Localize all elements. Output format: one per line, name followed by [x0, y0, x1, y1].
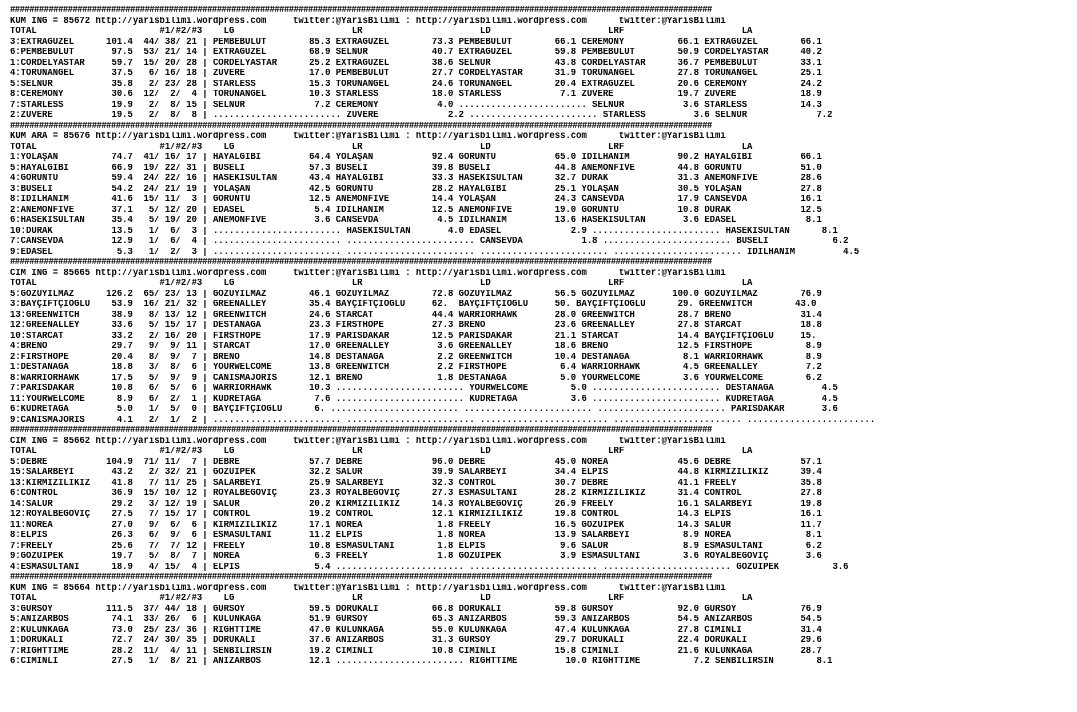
column-header-line: TOTAL #1/#2/#3 LG LR LD LRF LA — [10, 447, 753, 457]
report-line: 9:EDASEL 5.3 1/ 2/ 3 | ........................ ........................ ........................ ........................ İDİLHANIM 4.5 — [10, 247, 860, 258]
report-line: 4:BRENO 29.7 9/ 9/ 11 | STARCAT 17.0 GREENALLEY 3.6 GREENALLEY 18.6 BRENO 12.5 FIRSTHOPE 8.9 — [10, 342, 822, 352]
report-line: 1:DESTANAGA 18.8 3/ 8/ 6 | YOURWELCOME 13.8 GREENWITCH 2.2 FIRSTHOPE 6.4 WARRIORHAWK 4.5 GREENALLEY 7.2 — [10, 363, 822, 373]
report-line: 7:CANSEVDA 12.9 1/ 6/ 4 | ........................ ........................ CANSEVDA 1.8 ........................ BUSELİ 6.2 — [10, 237, 849, 247]
report-line: 7:PARISDAKAR 10.8 6/ 5/ 6 | WARRIORHAWK 10.3 ........................ YOURWELCOME 5.0 ........................ DESTANAGA 4.5 — [10, 384, 838, 394]
report-line: 10:DURAK 13.5 1/ 6/ 3 | ........................ HASEKİSULTAN 4.0 EDASEL 2.9 ........................ HASEKİSULTAN 8.1 — [10, 226, 838, 237]
report-line: 5:DEBRE 104.9 71/ 11/ 7 | DEBRE 57.7 DEBRE 96.0 DEBRE 45.0 NOREA 45.6 DEBRE 57.1 — [10, 457, 822, 468]
report-line: KUM ING = 85672 http://yarisbilimi.wordpress.com twitter:@YarisBilimi : http://yarisbilimi.wordpress.com twitter:@YarisBilimi — [10, 16, 726, 27]
report-line: 6:PEMBEBULUT 97.5 53/ 21/ 14 | EXTRAGÜZEL 68.9 SELNUR 40.7 EXTRAGÜZEL 59.8 PEMBEBULUT 50.9 CORDELYASTAR 40.2 — [10, 48, 822, 58]
report-line: 1:DORUKALİ 72.7 24/ 30/ 35 | DORUKALİ 37.6 ANIZARBOS 31.3 GÜRSOY 29.7 DORUKALİ 22.4 DORUKALİ 29.6 — [10, 636, 822, 646]
column-header-line: TOTAL #1/#2/#3 LG LR LD LRF LA — [10, 594, 753, 604]
report-line: 5:ANIZARBOS 74.1 33/ 26/ 6 | KÜLÜNKAĞA 51.9 GÜRSOY 65.3 ANIZARBOS 59.3 ANIZARBOS 54.5 ANIZARBOS 54.5 — [10, 615, 822, 625]
report-line: 4:GÖRÜNTÜ 59.4 24/ 22/ 16 | HASEKİSULTAN 43.4 HAYALGİBİ 33.3 HASEKİSULTAN 32.7 DURAK 31.3 ANEMONFIVE 28.6 — [10, 174, 822, 184]
report-line: 5:SELNUR 35.8 2/ 23/ 28 | STARLESS 15.3 TORUNANGEL 24.6 TORUNANGEL 20.4 EXTRAGÜZEL 20.6 CEREMONY 24.2 — [10, 79, 822, 90]
separator-line: ################################################################################################################################################## — [10, 6, 712, 16]
report-line: 2:ANEMONFIVE 37.1 5/ 12/ 20 | EDASEL 5.4 İDİLHANIM 12.5 ANEMONFIVE 19.0 GÖRÜNTÜ 10.8 DURAK 12.5 — [10, 205, 822, 216]
report-line: 12:ROYALBEGOVİÇ 27.5 7/ 15/ 17 | CONTROL 19.2 CONTROL 12.1 KIRMIZILIKIZ 19.8 CONTROL 14.3 ELPIS 16.1 — [10, 510, 822, 520]
column-header-line: TOTAL #1/#2/#3 LG LR LD LRF LA — [10, 142, 753, 153]
report-line: 6:CONTROL 36.9 15/ 10/ 12 | ROYALBEGOVİÇ 23.3 ROYALBEGOVİÇ 27.3 ESMASULTANI 28.2 KIRMIZILIKIZ 31.4 CONTROL 27.8 — [10, 489, 822, 499]
report-line: 9:CANISMAJORIS 4.1 2/ 1/ 2 | ........................ ........................ ........................ ........................ ........................ — [10, 415, 876, 426]
report-line: 6:KUDRETAGA 5.0 1/ 5/ 0 | BAYÇİFTÇİOĞLU 6. ........................ ........................ ........................ PARISDAKAR 3.6 — [10, 405, 838, 415]
report-line: 13:KIRMIZILIKIZ 41.8 7/ 11/ 25 | SALARBEYİ 25.9 SALARBEYİ 32.3 CONTROL 30.7 DEBRE 41.1 FREELY 35.8 — [10, 478, 822, 489]
report-line: 3:BAYÇİFTÇİOĞLU 53.9 16/ 21/ 32 | GREENALLEY 35.4 BAYÇİFTÇİOĞLU 62. BAYÇİFTÇİOĞLU 50. BAYÇİFTÇİOĞLU 29. GREENWITCH 43.0 — [10, 300, 817, 310]
separator-line: ################################################################################################################################################## — [10, 573, 712, 583]
report-line: 4:ESMASULTANI 18.9 4/ 15/ 4 | ELPIS 5.4 ........................ ........................ ........................ GÖZÜİPEK 3.6 — [10, 562, 849, 573]
report-line: 5:HAYALGİBİ 66.9 19/ 22/ 31 | BUSELİ 57.3 BUSELİ 39.8 BUSELİ 44.8 ANEMONFIVE 44.8 GÖRÜNTÜ 51.0 — [10, 163, 822, 174]
report-line: 7:STARLESS 19.9 2/ 8/ 15 | SELNUR 7.2 CEREMONY 4.0 ........................ SELNUR 3.6 STARLESS 14.3 — [10, 100, 822, 111]
report-line: 2:KÜLÜNKAĞA 73.0 25/ 23/ 36 | RIGHTTIME 47.0 KÜLÜNKAĞA 55.0 KÜLÜNKAĞA 47.4 KÜLÜNKAĞA 27.8 CİMİNLİ 31.4 — [10, 625, 822, 636]
report-line: 5:GÖZÜYILMAZ 126.2 65/ 23/ 13 | GÖZÜYILMAZ 46.1 GÖZÜYILMAZ 72.8 GÖZÜYILMAZ 56.5 GÖZÜYILMAZ 100.0 GÖZÜYILMAZ 76.9 — [10, 289, 822, 300]
report-line: 3:BUSELİ 54.2 24/ 21/ 19 | YOLAŞAN 42.5 GÖRÜNTÜ 28.2 HAYALGİBİ 25.1 YOLAŞAN 30.5 YOLAŞAN 27.8 — [10, 184, 822, 195]
report-line: 7:FREELY 25.6 7/ 7/ 12 | FREELY 10.8 ESMASULTANI 1.8 ELPIS 9.6 SALUR 8.9 ESMASULTANI 6.2 — [10, 541, 822, 552]
report-line: 13:GREENWITCH 38.9 8/ 13/ 12 | GREENWITCH 24.6 STARCAT 44.4 WARRIORHAWK 28.0 GREENWITCH 28.7 BRENO 31.4 — [10, 310, 822, 321]
report-line: 9:GÖZÜİPEK 19.7 5/ 8/ 7 | NOREA 6.3 FREELY 1.8 GÖZÜİPEK 3.9 ESMASULTANI 3.6 ROYALBEGOVİÇ 3.6 — [10, 552, 822, 562]
report-line: 7:RIGHTTIME 28.2 11/ 4/ 11 | SENBİLİRSİN 19.2 CİMİNLİ 10.8 CİMİNLİ 15.8 CİMİNLİ 21.6 KÜLÜNKAĞA 28.7 — [10, 646, 822, 657]
report-line: 3:EXTRAGÜZEL 101.4 44/ 38/ 21 | PEMBEBULUT 85.3 EXTRAGÜZEL 73.3 PEMBEBULUT 66.1 CEREMONY 66.1 EXTRAGÜZEL 66.1 — [10, 37, 822, 48]
report-line: 2:FIRSTHOPE 20.4 8/ 9/ 7 | BRENO 14.8 DESTANAGA 2.2 GREENWITCH 10.4 DESTANAGA 8.1 WARRIORHAWK 8.9 — [10, 352, 822, 363]
column-header-line: TOTAL #1/#2/#3 LG LR LD LRF LA — [10, 279, 753, 289]
report-line: KUM ARA = 85676 http://yarisbilimi.wordpress.com twitter:@YarisBilimi : http://yarisbilimi.wordpress.com twitter:@YarisBilimi — [10, 132, 726, 142]
report-line: 11:NOREA 27.0 9/ 6/ 6 | KIRMIZILIKIZ 17.1 NOREA 1.8 FREELY 16.5 GÖZÜİPEK 14.3 SALUR 11.7 — [10, 520, 822, 531]
report-line: 8:ELPIS 26.3 6/ 9/ 6 | ESMASULTANI 11.2 ELPIS 1.8 NOREA 13.9 SALARBEYİ 8.9 NOREA 8.1 — [10, 531, 822, 541]
separator-line: ################################################################################################################################################## — [10, 121, 712, 132]
report-line: 1:YOLAŞAN 74.7 41/ 16/ 17 | HAYALGİBİ 64.4 YOLAŞAN 92.4 GÖRÜNTÜ 65.0 İDİLHANIM 90.2 HAYALGİBİ 66.1 — [10, 153, 822, 163]
report-line: 3:GÜRSOY 111.5 37/ 44/ 18 | GÜRSOY 59.5 DORUKALİ 66.8 DORUKALİ 59.8 GÜRSOY 92.0 GÜRSOY 76.9 — [10, 604, 822, 615]
report-line: 1:CORDELYASTAR 59.7 15/ 20/ 28 | CORDELYASTAR 25.2 EXTRAGÜZEL 38.6 SELNUR 43.8 CORDELYASTAR 36.7 PEMBEBULUT 33.1 — [10, 58, 822, 69]
separator-line: ################################################################################################################################################## — [10, 258, 712, 268]
report-line: 8:WARRIORHAWK 17.5 5/ 9/ 9 | CANISMAJORIS 12.1 BRENO 1.8 DESTANAGA 5.0 YOURWELCOME 3.6 YOURWELCOME 6.2 — [10, 373, 822, 384]
report-line: 6:HASEKİSULTAN 35.4 5/ 19/ 20 | ANEMONFIVE 3.6 CANSEVDA 4.5 İDİLHANIM 13.6 HASEKİSULTAN 3.6 EDASEL 8.1 — [10, 216, 822, 226]
report-line: 4:TORUNANGEL 37.5 6/ 16/ 18 | ZUVERE 17.0 PEMBEBULUT 27.7 CORDELYASTAR 31.9 TORUNANGEL 27.8 TORUNANGEL 25.1 — [10, 69, 822, 79]
report-line: 10:STARCAT 33.2 2/ 16/ 20 | FIRSTHOPE 17.9 PARISDAKAR 12.5 PARISDAKAR 21.1 STARCAT 14.4 BAYÇİFTÇİOĞLU 15. — [10, 331, 817, 342]
report-line: 8:İDİLHANIM 41.6 15/ 11/ 3 | GÖRÜNTÜ 12.5 ANEMONFIVE 14.4 YOLAŞAN 24.3 CANSEVDA 17.9 CANSEVDA 16.1 — [10, 195, 822, 205]
report-line: CIM ING = 85665 http://yarisbilimi.wordpress.com twitter:@YarisBilimi : http://yarisbilimi.wordpress.com twitter:@YarisBilimi — [10, 268, 726, 279]
report-line: 6:CİMİNLİ 27.5 1/ 8/ 21 | ANIZARBOS 12.1 ........................ RIGHTTIME 10.0 RIGHTTIME 7.2 SENBİLİRSİN 8.1 — [10, 657, 833, 667]
separator-line: ################################################################################################################################################## — [10, 426, 712, 436]
report-line: 8:CEREMONY 30.6 12/ 2/ 4 | TORUNANGEL 10.3 STARLESS 18.0 STARLESS 7.1 ZUVERE 19.7 ZUVERE 18.9 — [10, 90, 822, 100]
report-line: 15:SALARBEYİ 43.2 2/ 32/ 21 | GÖZÜİPEK 32.2 SALUR 39.9 SALARBEYİ 34.4 ELPIS 44.8 KIRMIZILIKIZ 39.4 — [10, 468, 822, 478]
report-line: 14:SALUR 29.2 3/ 12/ 19 | SALUR 20.2 KIRMIZILIKIZ 14.3 ROYALBEGOVİÇ 26.9 FREELY 16.1 SALARBEYİ 19.8 — [10, 499, 822, 510]
column-header-line: TOTAL #1/#2/#3 LG LR LD LRF LA — [10, 27, 753, 37]
report-line: 11:YOURWELCOME 8.9 6/ 2/ 1 | KUDRETAGA 7.6 ........................ KUDRETAGA 3.6 ........................ KUDRETAGA 4.5 — [10, 394, 838, 405]
report-line: 2:ZUVERE 19.5 2/ 8/ 8 | ........................ ZUVERE 2.2 ........................ STARLESS 3.6 SELNUR 7.2 — [10, 111, 833, 121]
report-line: KUM ING = 85664 http://yarisbilimi.wordpress.com twitter:@YarisBilimi : http://yarisbilimi.wordpress.com twitter:@YarisBilimi — [10, 583, 726, 594]
report-line: 12:GREENALLEY 33.6 5/ 15/ 17 | DESTANAGA 23.3 FIRSTHOPE 27.3 BRENO 23.6 GREENALLEY 27.8 STARCAT 18.8 — [10, 321, 822, 331]
report-line: CIM ING = 85662 http://yarisbilimi.wordpress.com twitter:@YarisBilimi : http://yarisbilimi.wordpress.com twitter:@YarisBilimi — [10, 436, 726, 447]
